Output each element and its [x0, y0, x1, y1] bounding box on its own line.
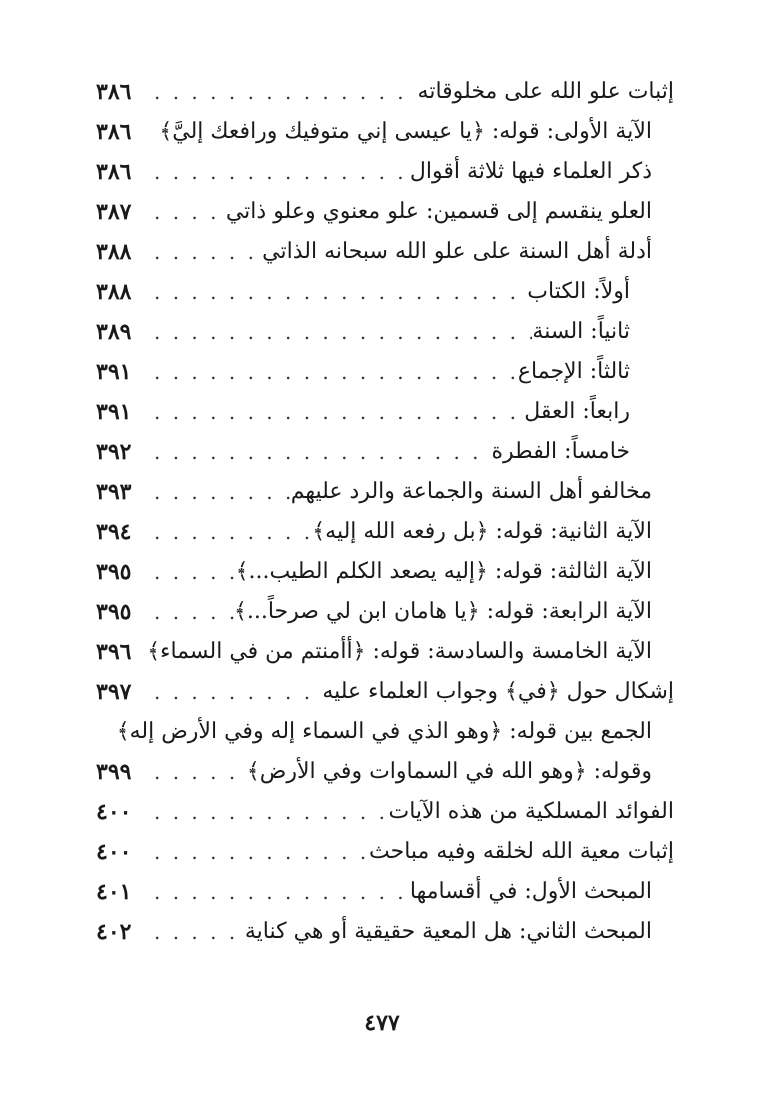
- dot-leader: [144, 392, 524, 432]
- toc-entry-page: ٣٨٦: [96, 79, 132, 105]
- toc-entry-title: إثبات علو الله على مخلوقاته: [417, 79, 674, 104]
- toc-entry-title: الآية الخامسة والسادسة: قوله: ﴿أأمنتم من في السماء﴾: [147, 639, 652, 664]
- toc-entry-title: ثالثاً: الإجماع: [517, 359, 630, 384]
- dot-leader: [144, 312, 532, 352]
- toc-entry: [96, 392, 674, 432]
- toc-entry-title: ثانياً: السنة: [532, 319, 630, 344]
- toc-entry-page: ٣٩٥: [96, 559, 132, 585]
- dot-leader: [144, 352, 518, 392]
- dot-leader: [144, 232, 262, 272]
- toc-entry-title: خامساً: الفطرة: [491, 439, 630, 464]
- toc-entry-title: مخالفو أهل السنة والجماعة والرد عليهم: [290, 479, 652, 504]
- toc-entry: [96, 432, 674, 472]
- dot-leader: [144, 192, 226, 232]
- dot-leader: [144, 592, 234, 632]
- toc-entry-page: ٣٩٦: [96, 639, 132, 665]
- toc-entry: [96, 232, 674, 272]
- dot-leader: [144, 72, 418, 112]
- toc-entry-page: ٤٠٢: [96, 919, 132, 945]
- toc-entry-title: الجمع بين قوله: ﴿وهو الذي في السماء إله وفي الأرض إله﴾: [116, 719, 652, 744]
- toc-entry-page: ٤٠١: [96, 879, 132, 905]
- toc-entry-page: ٣٩٢: [96, 439, 132, 465]
- toc-entry: [96, 832, 674, 872]
- toc-entry-page: ٣٩٣: [96, 479, 132, 505]
- toc-entry-page: ٣٩٤: [96, 519, 132, 545]
- toc-entry: [96, 792, 674, 832]
- page-number: ٤٧٧: [364, 1010, 400, 1036]
- toc-entry-page: ٣٨٨: [96, 279, 132, 305]
- toc-entry-title: رابعاً: العقل: [524, 399, 630, 424]
- table-of-contents: [96, 72, 674, 952]
- dot-leader: [144, 152, 410, 192]
- toc-entry: [96, 552, 674, 592]
- toc-entry-title: أدلة أهل السنة على علو الله سبحانه الذاتي: [262, 239, 652, 264]
- toc-entry-title: الآية الثانية: قوله: ﴿بل رفعه الله إليه﴾: [312, 519, 652, 544]
- toc-entry-page: ٤٠٠: [96, 839, 132, 865]
- toc-entry: [96, 912, 674, 952]
- toc-entry-page: ٣٩١: [96, 359, 132, 385]
- toc-entry-title: المبحث الأول: في أقسامها: [409, 879, 652, 904]
- toc-entry-page: ٤٠٠: [96, 799, 132, 825]
- dot-leader: [144, 792, 389, 832]
- toc-entry-title: ذكر العلماء فيها ثلاثة أقوال: [409, 159, 652, 184]
- toc-entry-title: الآية الرابعة: قوله: ﴿يا هامان ابن لي صرحاً...﴾: [233, 599, 652, 624]
- toc-entry-title: إثبات معية الله لخلقه وفيه مباحث: [369, 839, 674, 864]
- toc-entry-page: ٣٨٦: [96, 119, 132, 145]
- toc-entry-page: ٣٨٧: [96, 199, 132, 225]
- toc-entry: [96, 352, 674, 392]
- toc-entry-page: ٣٨٨: [96, 239, 132, 265]
- dot-leader: [144, 672, 322, 712]
- toc-entry-title: الآية الأولى: قوله: ﴿يا عيسى إني متوفيك ورافعك إليَّ﴾: [159, 119, 652, 144]
- dot-leader: [144, 472, 291, 512]
- dot-leader: [144, 552, 236, 592]
- toc-entry: [96, 472, 674, 512]
- toc-entry: [96, 592, 674, 632]
- toc-entry-page: ٣٨٩: [96, 319, 132, 345]
- dot-leader: [144, 872, 410, 912]
- dot-leader: [144, 432, 492, 472]
- dot-leader: [144, 832, 369, 872]
- toc-entry-title: العلو ينقسم إلى قسمين: علو معنوي وعلو ذاتي: [225, 199, 652, 224]
- dot-leader: [144, 272, 527, 312]
- toc-entry-title: الفوائد المسلكية من هذه الآيات: [388, 799, 674, 824]
- toc-entry: [96, 512, 674, 552]
- toc-entry-page: ٣٩١: [96, 399, 132, 425]
- toc-entry: [96, 152, 674, 192]
- toc-entry: [96, 672, 674, 712]
- toc-entry: [96, 272, 674, 312]
- toc-entry: [96, 192, 674, 232]
- toc-entry-title: المبحث الثاني: هل المعية حقيقية أو هي كناية: [244, 919, 652, 944]
- toc-entry: [96, 752, 674, 792]
- dot-leader: [144, 912, 245, 952]
- toc-entry-page: ٣٩٧: [96, 679, 132, 705]
- toc-entry-title: وقوله: ﴿وهو الله في السماوات وفي الأرض﴾: [246, 759, 652, 784]
- toc-entry: [96, 872, 674, 912]
- toc-entry-page: ٣٨٦: [96, 159, 132, 185]
- dot-leader: [144, 512, 312, 552]
- dot-leader: [144, 752, 247, 792]
- toc-entry: [96, 72, 674, 112]
- toc-entry-title: أولاً: الكتاب: [527, 279, 630, 304]
- toc-entry-page: ٣٩٩: [96, 759, 132, 785]
- toc-entry: [96, 312, 674, 352]
- toc-entry-title: الآية الثالثة: قوله: ﴿إليه يصعد الكلم الطيب...﴾: [235, 559, 652, 584]
- toc-entry: [96, 112, 674, 152]
- toc-entry-page: ٣٩٥: [96, 599, 132, 625]
- toc-entry: [96, 712, 674, 752]
- toc-entry-title: إشكال حول ﴿في﴾ وجواب العلماء عليه: [322, 679, 674, 704]
- toc-entry: [96, 632, 674, 672]
